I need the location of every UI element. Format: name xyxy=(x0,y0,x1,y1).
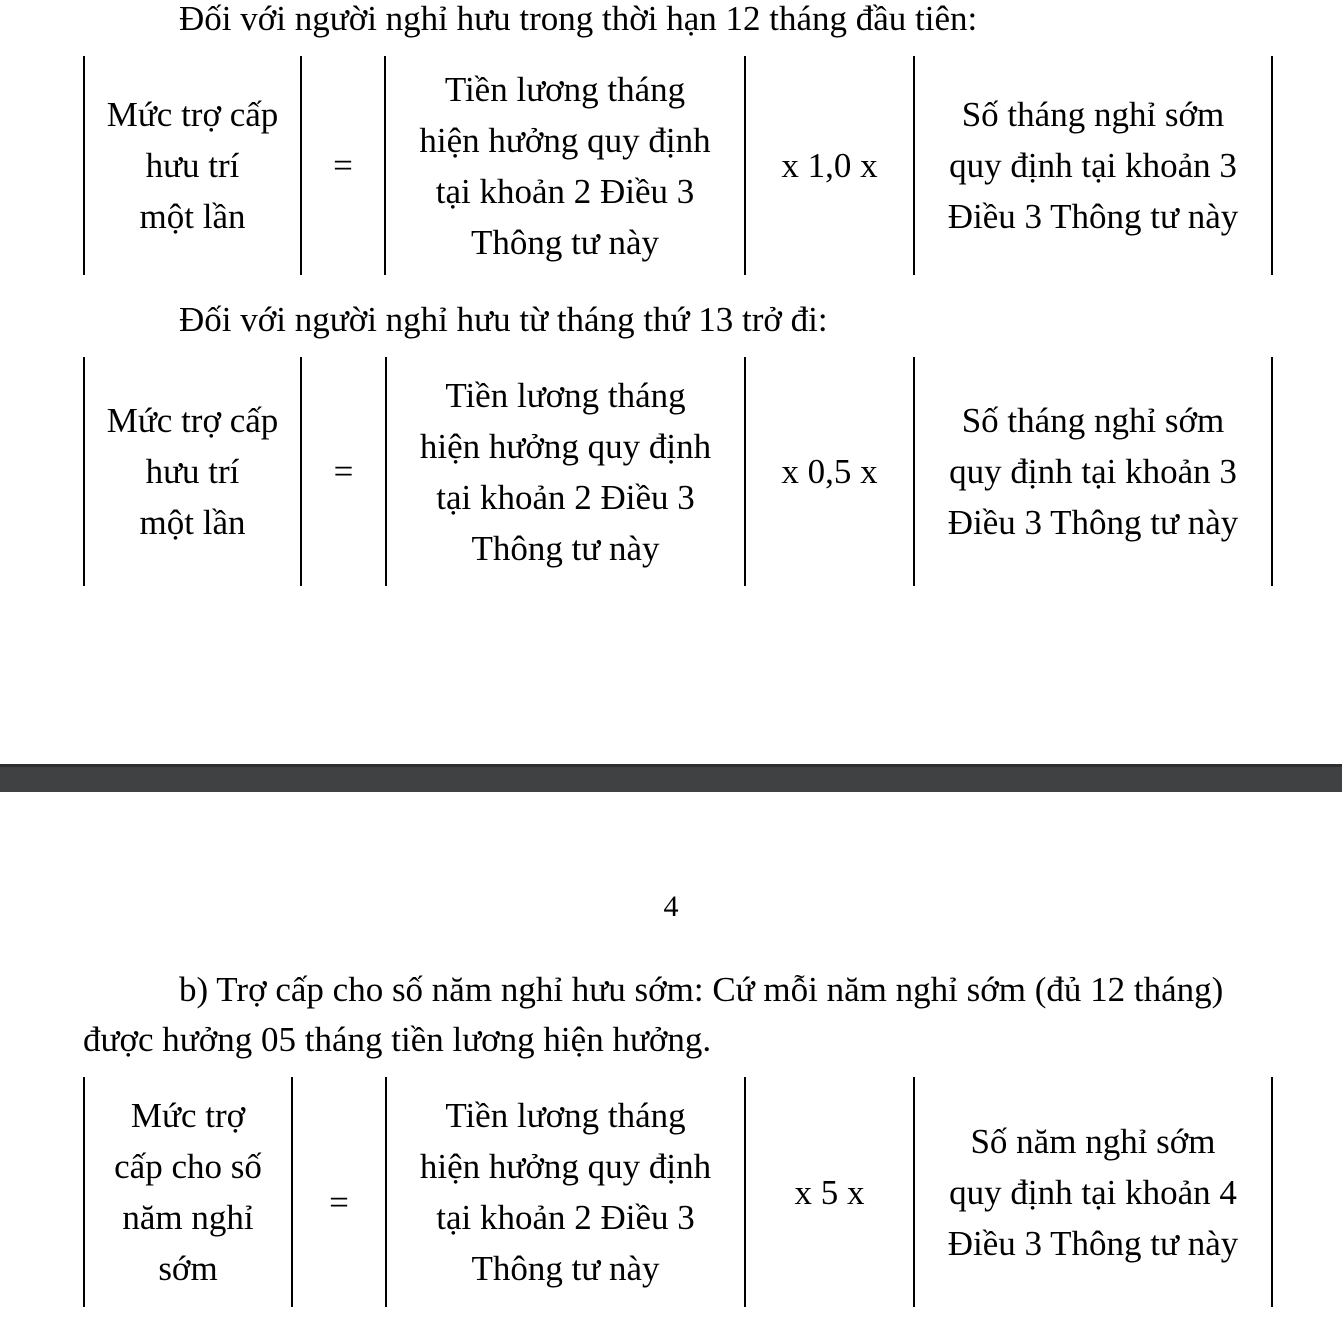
years-cell xyxy=(915,1077,1271,1307)
benefit-label-cell xyxy=(85,1077,291,1307)
salary-line: hiện hưởng quy định xyxy=(419,120,711,160)
salary-cell xyxy=(387,357,744,586)
formula-border xyxy=(1271,357,1273,586)
benefit-label-cell xyxy=(85,357,300,586)
formula-from-13th-month xyxy=(0,357,1342,586)
months-line: quy định tại khoản 3 xyxy=(949,146,1237,185)
multiplier-cell xyxy=(746,56,913,275)
intro-first-12-months: Đối với người nghỉ hưu trong thời hạn 12 tháng đầu tiên: xyxy=(179,0,978,38)
salary-line: Tiền lương tháng xyxy=(444,69,686,109)
salary-line: tại khoản 2 Điều 3 xyxy=(436,477,695,517)
equals-text: = xyxy=(329,1183,349,1222)
benefit-label-line: Mức trợ cấp xyxy=(106,401,279,440)
equals-sign xyxy=(302,357,385,586)
benefit-label-line: một lần xyxy=(139,503,246,542)
benefit-label-line: sớm xyxy=(158,1249,218,1288)
salary-line: tại khoản 2 Điều 3 xyxy=(436,1198,695,1237)
months-line: Điều 3 Thông tư này xyxy=(947,197,1239,236)
benefit-label-line: hưu trí xyxy=(145,146,240,185)
multiplier-text: x 1,0 x xyxy=(781,146,878,185)
salary-line: Thông tư này xyxy=(471,528,660,568)
months-cell xyxy=(915,357,1271,586)
benefit-label-cell xyxy=(85,56,300,275)
paragraph-b-line-2: được hưởng 05 tháng tiền lương hiện hưởng. xyxy=(83,1020,712,1059)
multiplier-text: x 0,5 x xyxy=(781,452,878,491)
benefit-label-line: hưu trí xyxy=(145,452,240,491)
salary-line: tại khoản 2 Điều 3 xyxy=(435,171,695,211)
salary-cell xyxy=(386,56,744,275)
months-line: Số tháng nghỉ sớm xyxy=(961,95,1225,134)
benefit-label-line: cấp cho số xyxy=(114,1147,262,1186)
salary-line: Thông tư này xyxy=(471,1249,660,1288)
page-separator xyxy=(0,764,1342,792)
benefit-label-line: một lần xyxy=(139,197,246,236)
benefit-label-line: năm nghỉ xyxy=(122,1198,254,1237)
formula-first-12-months xyxy=(0,56,1342,275)
months-line: Điều 3 Thông tư này xyxy=(947,503,1239,542)
intro-from-13th-month: Đối với người nghỉ hưu từ tháng thứ 13 trở đi: xyxy=(179,300,828,339)
formula-border xyxy=(1271,56,1273,275)
equals-text: = xyxy=(333,452,354,491)
equals-text: = xyxy=(333,146,353,185)
paragraph-b-line-1: b) Trợ cấp cho số năm nghỉ hưu sớm: Cứ mỗi năm nghỉ sớm (đủ 12 tháng) xyxy=(179,970,1224,1009)
formula-early-years xyxy=(0,1077,1342,1307)
salary-line: Tiền lương tháng xyxy=(445,1096,686,1135)
salary-cell xyxy=(387,1077,744,1307)
years-line: Số năm nghỉ sớm xyxy=(970,1121,1216,1161)
multiplier-cell xyxy=(746,357,913,586)
salary-line: Thông tư này xyxy=(470,222,660,262)
benefit-label-line: Mức trợ cấp xyxy=(106,95,279,134)
equals-sign xyxy=(302,56,384,275)
months-line: Số tháng nghỉ sớm xyxy=(961,401,1225,440)
page-number: 4 xyxy=(663,890,679,923)
benefit-label-line: Mức trợ xyxy=(130,1096,246,1135)
salary-line: hiện hưởng quy định xyxy=(419,1147,712,1186)
months-cell xyxy=(915,56,1271,275)
salary-line: hiện hưởng quy định xyxy=(419,426,712,466)
equals-sign xyxy=(293,1077,385,1307)
multiplier-text: x 5 x xyxy=(794,1172,865,1212)
multiplier-cell xyxy=(746,1077,913,1307)
years-line: Điều 3 Thông tư này xyxy=(947,1223,1239,1263)
formula-border xyxy=(1271,1077,1273,1307)
years-line: quy định tại khoản 4 xyxy=(949,1172,1237,1212)
salary-line: Tiền lương tháng xyxy=(445,375,686,415)
months-line: quy định tại khoản 3 xyxy=(949,452,1237,491)
